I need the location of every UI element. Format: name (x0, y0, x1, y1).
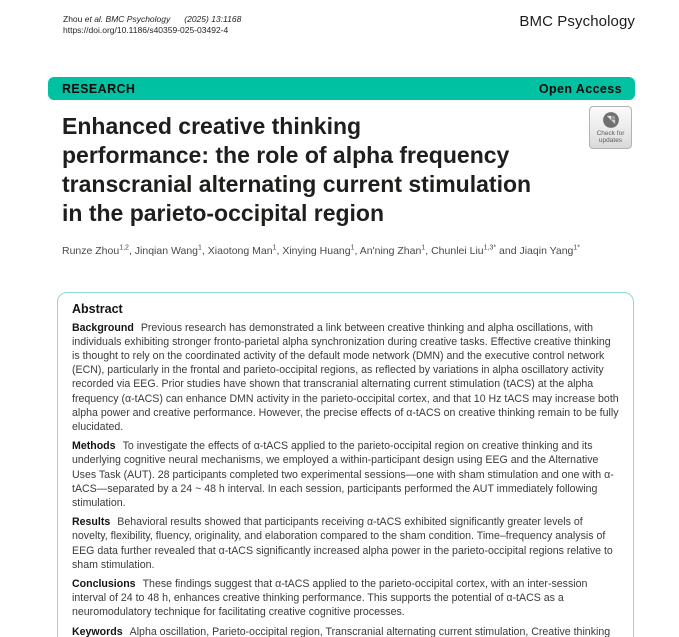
citation-block (63, 14, 241, 36)
author-separator: and (496, 244, 520, 257)
citation-journal: et al. BMC Psychology (84, 14, 171, 24)
author-name: Jinqian Wang (134, 244, 199, 257)
author-name: Jiaqin Yang (519, 244, 574, 257)
section-text-conclusions: These findings suggest that α-tACS applied to the parieto-occipital cortex, with an inter-session interval of 24 to 48 h, enhances creative thinking performance. This supports the potential of α-tACS as a neuromodulatory technique for facilitating creative cognitive processes. (72, 577, 588, 619)
section-text-results: Behavioral results showed that participants receiving α-tACS exhibited significantly greater levels of novelty, flexibility, fluency, originality, and elaboration compared to the sham condition. Time–frequency analysis of EEG data further revealed that α-tACS significantly increased alpha power in the parieto-occipital regions relative to sham stimulation. (72, 516, 613, 571)
author-affiliation-sup: 1,3* (483, 244, 497, 251)
author-affiliation-sup: 1,2 (119, 244, 129, 251)
abstract-section-conclusions (72, 577, 619, 620)
author-separator: , (425, 244, 432, 257)
research-label: RESEARCH (62, 81, 136, 96)
title-line-1: Enhanced creative thinking (62, 113, 362, 139)
page-header (0, 0, 679, 36)
author-affiliation-sup: 1* (573, 244, 580, 251)
author-affiliation-sup: 1 (421, 244, 426, 251)
abstract-box (57, 292, 634, 637)
abstract-section-background (72, 321, 619, 435)
citation-line (63, 14, 241, 25)
title-line-2: performance: the role of alpha frequency (62, 142, 510, 168)
doi-link[interactable]: https://doi.org/10.1186/s40359-025-03492-4 (63, 25, 229, 35)
check-updates-badge[interactable] (589, 106, 632, 149)
author-name: An'ning Zhan (359, 244, 422, 257)
section-label-methods: Methods (72, 440, 116, 453)
abstract-section-methods (72, 439, 619, 510)
author-separator: , (128, 244, 135, 257)
author-affiliation-sup: 1 (272, 244, 277, 251)
research-banner (48, 77, 635, 100)
citation-volume: (2025) 13:1168 (184, 14, 242, 24)
author-6 (425, 245, 496, 257)
author-5 (355, 245, 426, 257)
author-name: Xiaotong Man (207, 244, 273, 257)
author-4 (276, 245, 354, 257)
abstract-section-keywords (72, 625, 619, 637)
section-label-keywords: Keywords (72, 625, 123, 637)
title-line-3: transcranial alternating current stimulation (62, 171, 532, 197)
check-updates-line2: updates (598, 137, 623, 144)
journal-name: BMC Psychology (519, 13, 635, 30)
author-separator: , (354, 244, 360, 257)
article-title (62, 112, 635, 228)
citation-author: Zhou (63, 14, 85, 24)
author-list (62, 241, 635, 258)
open-access-label: Open Access (538, 81, 622, 96)
author-separator: , (201, 244, 208, 257)
check-updates-line1: Check for (596, 130, 625, 137)
author-affiliation-sup: 1 (350, 244, 355, 251)
section-text-keywords: Alpha oscillation, Parieto-occipital region, Transcranial alternating current stimulation, Creative thinking (129, 625, 611, 637)
abstract-heading: Abstract (72, 301, 123, 316)
section-label-background: Background (72, 321, 134, 334)
author-affiliation-sup: 1 (198, 244, 202, 251)
author-name: Runze Zhou (62, 244, 120, 257)
check-updates-label (597, 130, 625, 144)
section-label-conclusions: Conclusions (72, 577, 136, 590)
section-text-methods: To investigate the effects of α-tACS applied to the parieto-occipital region on creative thinking and its underlying cognitive neural mechanisms, we employed a within-participant design using EEG and the Alternative Uses Task (AUT). 28 participants completed two experimental sessions—one with sham stimulation and one with α-tACS—separated by a 24 ~ 48 h interval. In each session, participants performed the AUT immediately following stimulation. (72, 440, 614, 509)
crossmark-icon (602, 111, 620, 129)
author-1 (62, 245, 129, 257)
author-3 (202, 245, 277, 257)
section-text-background: Previous research has demonstrated a link between creative thinking and alpha oscillations, with individuals exhibiting stronger fronto-parietal alpha synchronization during creative tasks. Effective creative thinking is thought to rely on the coordinated activity of the default mode network (DMN) and the executive control network (ECN), particularly in the frontal and parieto-occipital regions, as reflected by variations in alpha oscillatory activity recorded via EEG. Prior studies have shown that transcranial alternating current stimulation (tACS) at the alpha frequency (α-tACS) can enhance DMN activity in the parieto-occipital cortex, and that 10 Hz tACS may increase both alpha power and creative performance. However, the precise effects of α-tACS on creative thinking remain to be fully elucidated. (72, 321, 619, 433)
author-separator: , (276, 244, 283, 257)
abstract-section-results (72, 515, 619, 572)
section-label-results: Results (72, 516, 111, 529)
title-line-4: in the parieto-occipital region (62, 200, 385, 226)
author-name: Chunlei Liu (431, 244, 484, 257)
author-2 (129, 245, 202, 257)
author-7 (496, 245, 580, 257)
author-name: Xinying Huang (282, 244, 351, 257)
